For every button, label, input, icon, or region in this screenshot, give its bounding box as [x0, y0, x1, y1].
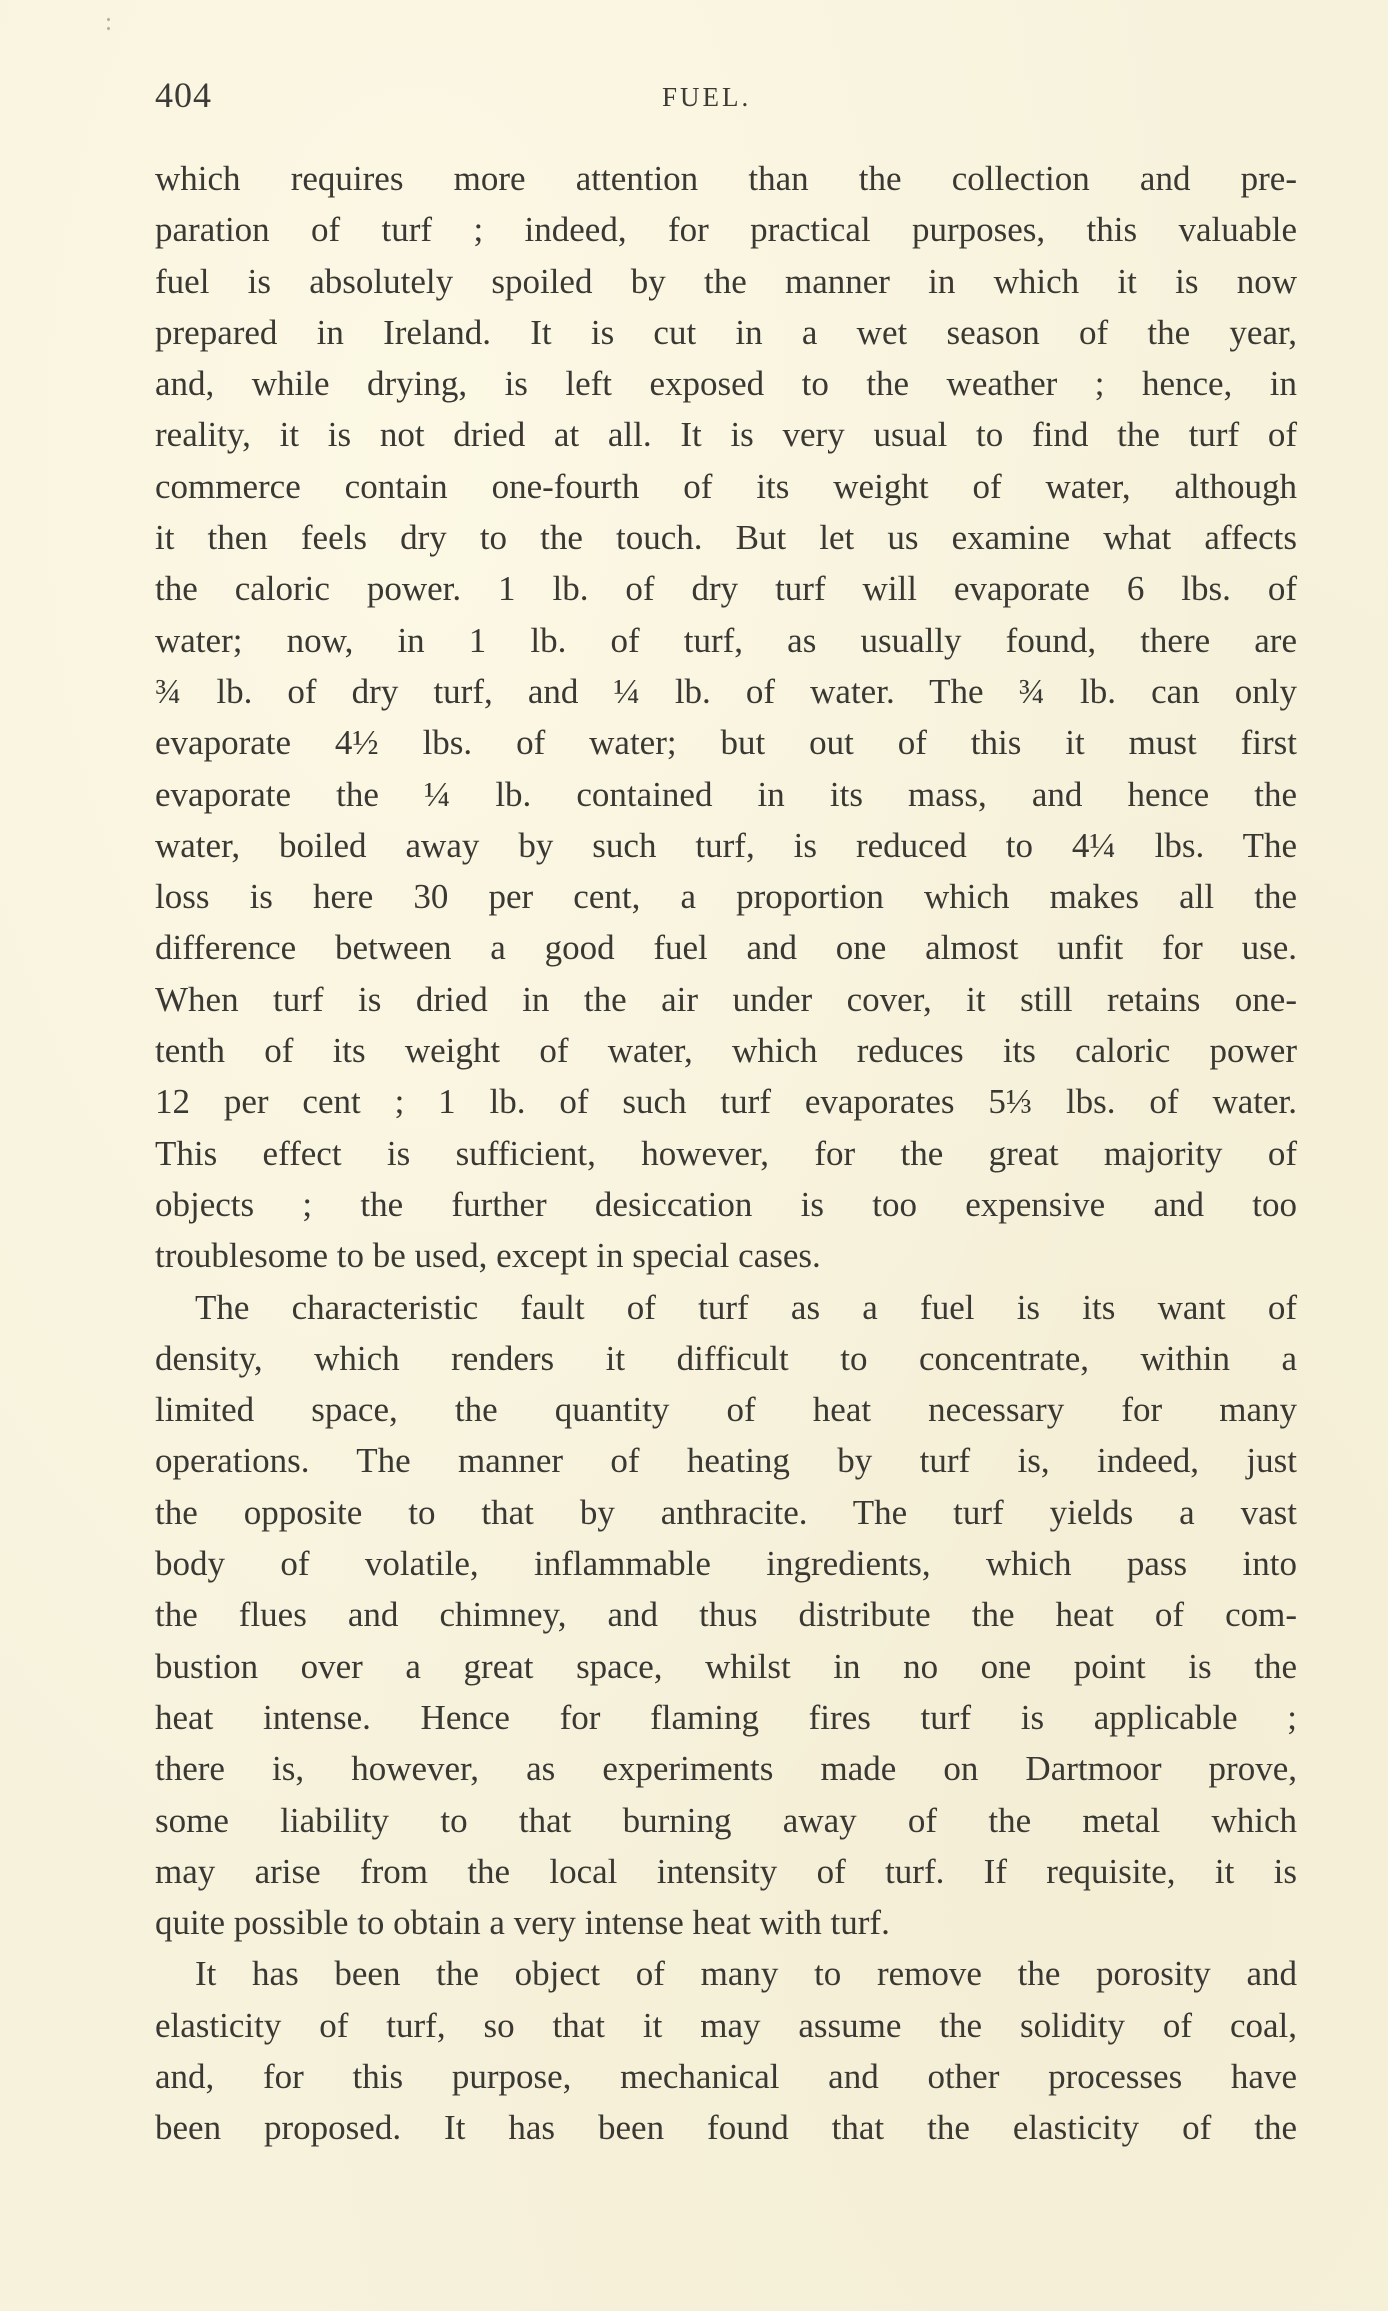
text-line: reality, it is not dried at all. It is very usual to find the turf of [155, 415, 1297, 455]
text-line: difference between a good fuel and one almost unfit for use. [155, 928, 1297, 968]
text-line: evaporate the ¼ lb. contained in its mass, and hence the [155, 774, 1297, 814]
text-line: and, while drying, is left exposed to the weather ; hence, in [155, 364, 1297, 404]
text-line: bustion over a great space, whilst in no one point is the [155, 1646, 1297, 1686]
text-line: it then feels dry to the touch. But let us examine what affects [155, 518, 1297, 558]
scan-speck [107, 17, 110, 31]
text-line: may arise from the local intensity of turf. If requisite, it is [155, 1851, 1297, 1891]
text-line: been proposed. It has been found that the elasticity of the [155, 2108, 1297, 2148]
text-line: there is, however, as experiments made on Dartmoor prove, [155, 1749, 1297, 1789]
text-line: which requires more attention than the collection and pre- [155, 159, 1297, 198]
text-line: the opposite to that by anthracite. The turf yields a vast [155, 1492, 1297, 1532]
text-line: operations. The manner of heating by turf is, indeed, just [155, 1441, 1297, 1481]
text-line: troublesome to be used, except in special cases. [155, 1236, 821, 1276]
text-line: ¾ lb. of dry turf, and ¼ lb. of water. The ¾ lb. can only [155, 671, 1297, 711]
text-line: fuel is absolutely spoiled by the manner in which it is now [155, 261, 1297, 301]
running-title: FUEL. [662, 82, 752, 112]
text-line: It has been the object of many to remove the porosity and [195, 1954, 1297, 1994]
text-line: the flues and chimney, and thus distribute the heat of com- [155, 1595, 1297, 1635]
text-line: water, boiled away by such turf, is reduced to 4¼ lbs. The [155, 825, 1297, 865]
running-head [155, 70, 1295, 120]
text-line: water; now, in 1 lb. of turf, as usually found, there are [155, 620, 1297, 660]
text-line: evaporate 4½ lbs. of water; but out of this it must first [155, 723, 1297, 763]
text-line: limited space, the quantity of heat necessary for many [155, 1390, 1297, 1430]
text-line: body of volatile, inflammable ingredients, which pass into [155, 1544, 1297, 1584]
text-line: objects ; the further desiccation is too expensive and too [155, 1184, 1297, 1224]
body-text [155, 153, 1297, 2154]
text-line: the caloric power. 1 lb. of dry turf will evaporate 6 lbs. of [155, 569, 1297, 609]
text-line: tenth of its weight of water, which reduces its caloric power [155, 1031, 1297, 1071]
text-line: paration of turf ; indeed, for practical purposes, this valuable [155, 210, 1297, 250]
text-line: When turf is dried in the air under cover, it still retains one- [155, 979, 1297, 1019]
text-line: The characteristic fault of turf as a fuel is its want of [195, 1287, 1297, 1327]
text-line: prepared in Ireland. It is cut in a wet season of the year, [155, 312, 1297, 352]
text-line: loss is here 30 per cent, a proportion which makes all the [155, 877, 1297, 917]
text-line: density, which renders it difficult to concentrate, within a [155, 1338, 1297, 1378]
text-line: quite possible to obtain a very intense heat with turf. [155, 1903, 890, 1943]
page-number: 404 [155, 75, 212, 115]
text-line: heat intense. Hence for flaming fires turf is applicable ; [155, 1697, 1297, 1737]
text-line: elasticity of turf, so that it may assume the solidity of coal, [155, 2005, 1297, 2045]
text-line: commerce contain one-fourth of its weight of water, although [155, 466, 1297, 506]
text-line: This effect is sufficient, however, for the great majority of [155, 1133, 1297, 1173]
text-line: and, for this purpose, mechanical and other processes have [155, 2056, 1297, 2096]
text-line: some liability to that burning away of the metal which [155, 1800, 1297, 1840]
text-line: 12 per cent ; 1 lb. of such turf evaporates 5⅓ lbs. of water. [155, 1082, 1297, 1122]
